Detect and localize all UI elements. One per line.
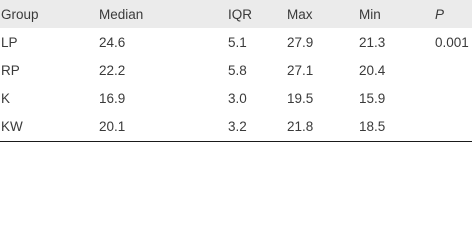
cell-group: RP bbox=[1, 62, 20, 78]
cell-min: 18.5 bbox=[359, 118, 386, 134]
cell-max: 19.5 bbox=[287, 90, 314, 106]
header-group: Group bbox=[1, 6, 39, 22]
table-header bbox=[0, 0, 472, 28]
table-row bbox=[0, 28, 472, 56]
cell-median: 16.9 bbox=[99, 90, 126, 106]
cell-iqr: 5.8 bbox=[228, 62, 247, 78]
cell-iqr: 3.2 bbox=[228, 118, 247, 134]
cell-iqr: 5.1 bbox=[228, 34, 247, 50]
cell-max: 27.9 bbox=[287, 34, 314, 50]
cell-median: 24.6 bbox=[99, 34, 126, 50]
table-row bbox=[0, 84, 472, 112]
table-row bbox=[0, 56, 472, 84]
cell-group: LP bbox=[1, 34, 18, 50]
cell-p: 0.001 bbox=[435, 34, 469, 50]
table-row bbox=[0, 112, 472, 141]
cell-p bbox=[435, 56, 472, 84]
header-min: Min bbox=[359, 6, 381, 22]
cell-median: 20.1 bbox=[99, 118, 126, 134]
header-p: P bbox=[435, 6, 445, 22]
cell-p bbox=[435, 112, 472, 141]
cell-min: 15.9 bbox=[359, 90, 386, 106]
cell-group: K bbox=[1, 90, 11, 106]
cell-max: 27.1 bbox=[287, 62, 314, 78]
header-median: Median bbox=[99, 6, 144, 22]
cell-p bbox=[435, 84, 472, 112]
cell-group: KW bbox=[1, 118, 23, 134]
cell-min: 20.4 bbox=[359, 62, 386, 78]
header-iqr: IQR bbox=[228, 6, 253, 22]
cell-min: 21.3 bbox=[359, 34, 386, 50]
header-row bbox=[0, 0, 472, 28]
header-max: Max bbox=[287, 6, 313, 22]
cell-median: 22.2 bbox=[99, 62, 126, 78]
cell-max: 21.8 bbox=[287, 118, 314, 134]
table-body bbox=[0, 28, 472, 141]
cell-iqr: 3.0 bbox=[228, 90, 247, 106]
